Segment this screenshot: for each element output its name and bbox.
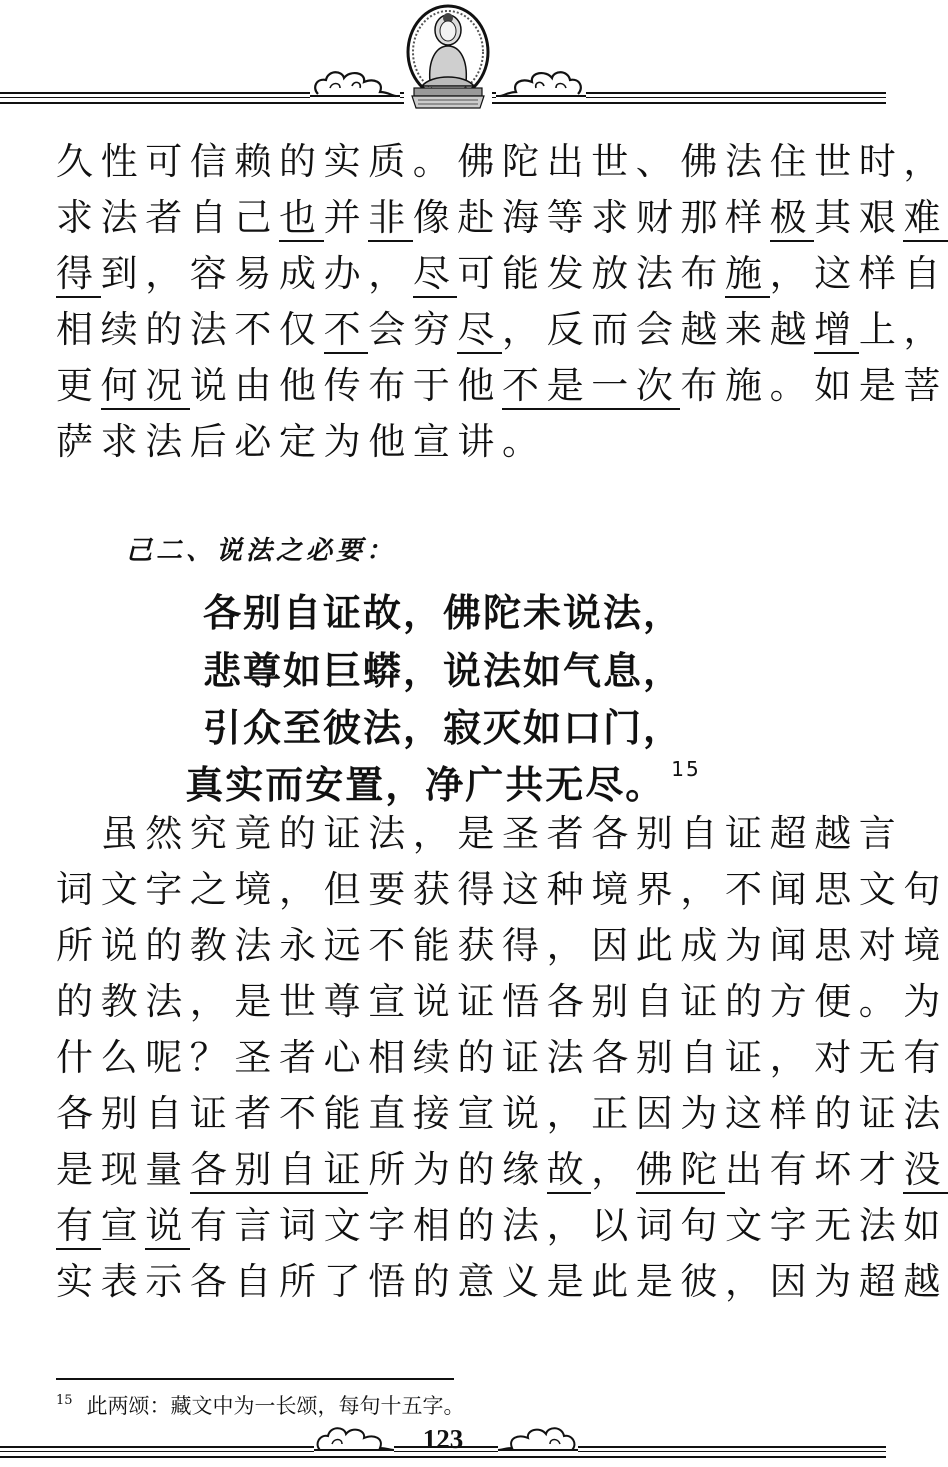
text-segment: 宣 [100,1204,146,1247]
underlined-text: 各别自证 [190,1148,368,1194]
text-line [56,864,948,916]
verse-line: 各别自证故，佛陀未说法， [202,591,683,635]
text-segment: 词文字之境，但要获得这种境界，不闻思文句 [56,868,948,911]
text-segment: ，反而会越来越 [502,308,815,351]
footnote-reference[interactable]: 15 [671,757,701,781]
page-number: 123 [422,1424,464,1454]
text-line [56,808,904,860]
text-segment: 的教法，是世尊宣说证悟各别自证的方便。为 [56,980,948,1023]
text-line [56,1088,948,1140]
text-line [56,976,948,1028]
text-segment: 会穷 [368,308,458,351]
underlined-text: 施 [725,252,770,298]
text-segment: 上， [858,308,948,351]
text-segment: 所说的教法永远不能获得，因此成为闻思对境 [56,924,948,967]
buddha-medallion-icon [404,4,492,110]
text-segment: 有言词文字相的法，以词句文字无法如 [189,1204,948,1247]
underlined-text: 不是一次 [502,364,680,410]
text-segment: 什么呢？圣者心相续的证法各别自证，对无有 [56,1036,948,1079]
text-segment: 是现量 [56,1148,190,1191]
text-line [56,192,948,244]
text-segment: 布施。如是菩 [680,364,948,407]
text-line [56,416,846,468]
underlined-text: 尽 [413,252,458,298]
text-line [56,920,948,972]
text-segment: 到，容易成办， [100,252,413,295]
underlined-text: 也 [279,196,324,242]
text-segment: 说由他传布于他 [189,364,503,407]
underlined-text: 不 [324,308,369,354]
underlined-text: 极 [770,196,815,242]
text-segment: 虽然究竟的证法，是圣者各别自证超越言 [56,812,904,855]
verse-line: 引众至彼法，寂灭如口门， [202,706,683,750]
text-line [56,1256,948,1308]
verse-line: 真实而安置，净广共无尽。 [185,763,666,807]
verse-line-last [0,754,886,809]
text-segment: 实表示各自所了悟的意义是此是彼，因为超越 [56,1260,948,1303]
text-segment: 各别自证者不能直接宣说，正因为这样的证法 [56,1092,948,1135]
text-line [56,360,948,412]
underlined-text: 故 [547,1148,592,1194]
text-segment: 出有坏才 [725,1148,904,1191]
footnote-number: 15 [56,1393,73,1408]
text-segment: 所为的缘 [368,1148,547,1191]
text-segment: 萨求法后必定为他宣讲。 [56,420,547,463]
cloud-ornament-right-icon [496,66,586,102]
underlined-text: 非 [368,196,413,242]
underlined-text: 何况 [101,364,190,410]
text-segment: 其艰 [814,196,904,239]
text-segment: 求法者自己 [56,196,279,239]
footnote-text: 此两颂：藏文中为一长颂，每句十五字。 [86,1394,465,1418]
text-segment: 并 [323,196,369,239]
underlined-text: 难 [903,196,948,242]
text-line [56,1200,948,1252]
section-heading: 己二、说法之必要： [126,536,397,566]
footnote-divider [56,1378,454,1380]
text-segment: ，这样自 [769,252,948,295]
underlined-text: 说 [145,1204,190,1250]
text-line [56,304,948,356]
underlined-text: 得 [56,252,101,298]
underlined-text: 增 [814,308,859,354]
underlined-text: 佛陀 [636,1148,725,1194]
footnote [56,1390,465,1420]
text-segment: 相续的法不仅 [56,308,324,351]
text-segment: 更 [56,364,101,407]
underlined-text: 有 [56,1204,101,1250]
cloud-ornament-left-icon [310,66,400,102]
text-line [56,248,948,300]
underlined-text: 没 [903,1148,948,1194]
text-line [56,1144,948,1196]
text-line [56,1032,948,1084]
underlined-text: 尽 [457,308,502,354]
text-segment: 久性可信赖的实质。佛陀出世、佛法住世时， [56,140,948,183]
text-segment: 可能发放法布 [457,252,726,295]
verse-line: 悲尊如巨蟒，说法如气息， [202,649,683,693]
text-segment: ， [591,1148,636,1191]
text-line [56,136,948,188]
text-segment: 像赴海等求财那样 [412,196,770,239]
